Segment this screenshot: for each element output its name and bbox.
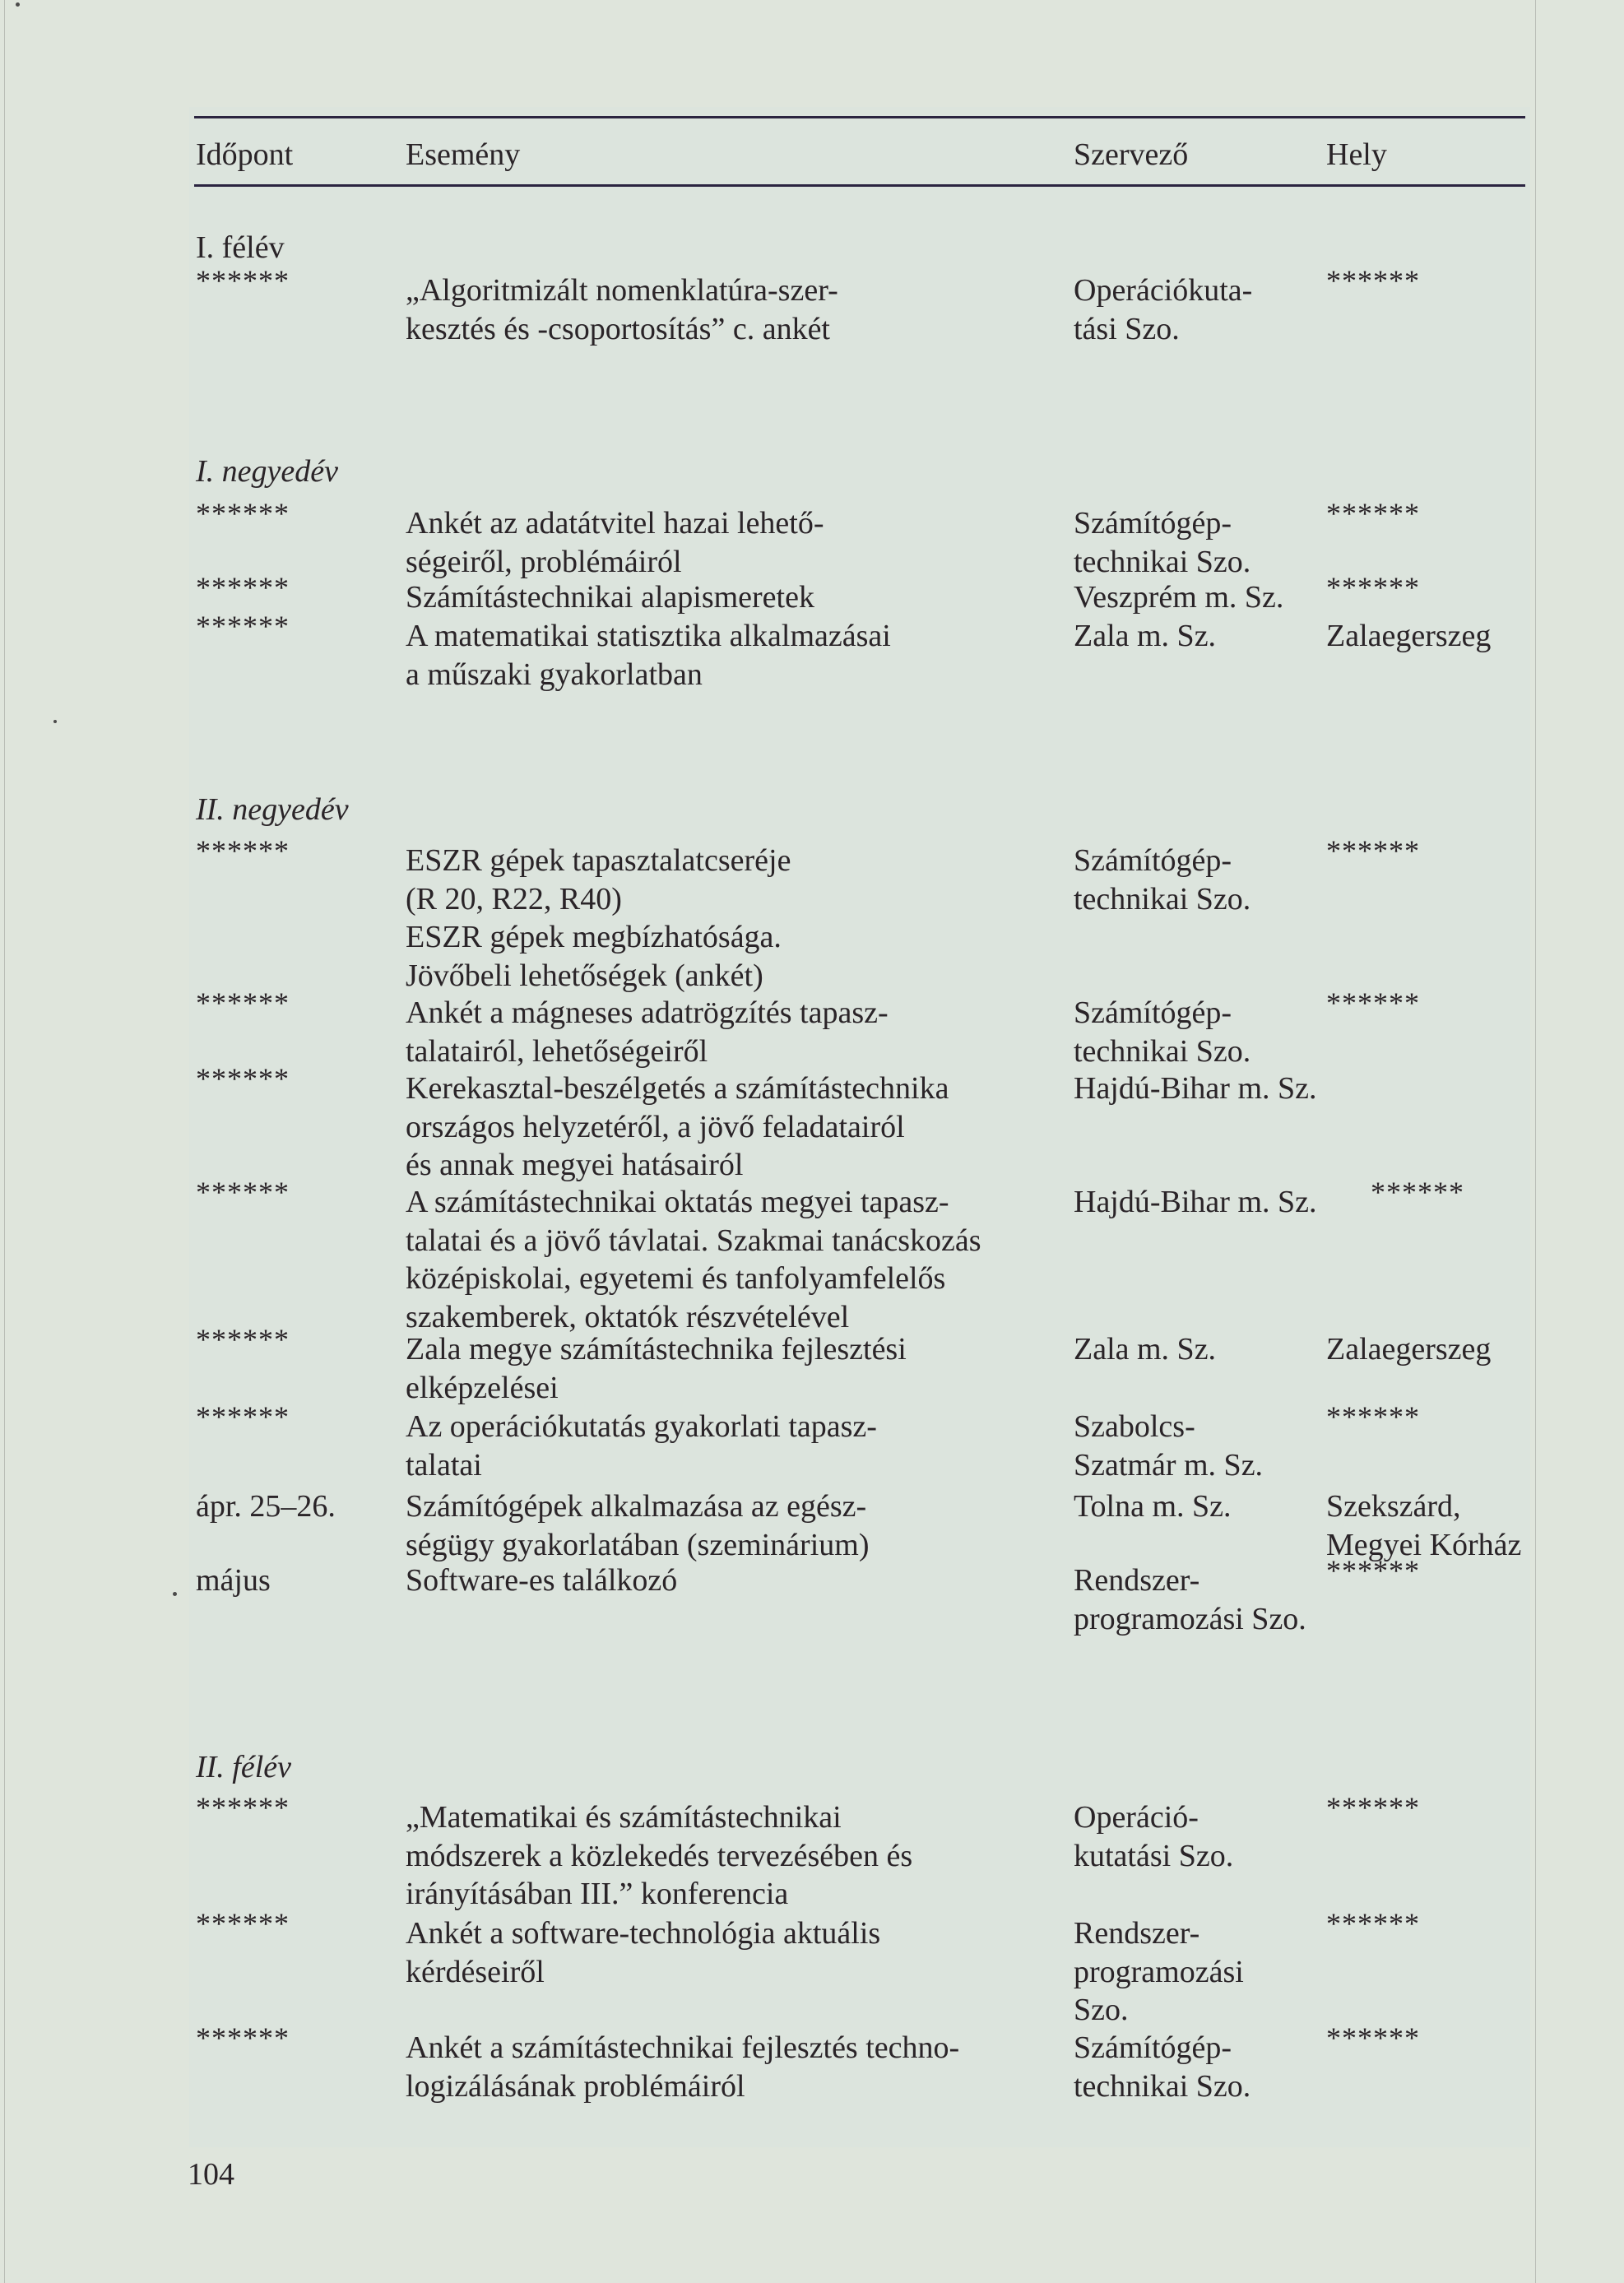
cell-place: ******: [1371, 1176, 1464, 1209]
cell-organizer: tási Szo.: [1074, 311, 1180, 346]
cell-event: „Algoritmizált nomenklatúra-szer-: [406, 273, 838, 308]
cell-event: elképzelései: [406, 1370, 559, 1405]
cell-event: logizálásának problémáiról: [406, 2068, 745, 2104]
cell-organizer: Rendszer-: [1074, 1563, 1200, 1598]
cell-organizer: Számítógép-: [1074, 843, 1232, 878]
cell-event: Az operációkutatás gyakorlati tapasz-: [406, 1409, 877, 1444]
cell-time: ******: [196, 610, 290, 643]
cell-event: Ankét az adatátvitel hazai lehető-: [406, 506, 824, 541]
cell-time: ******: [196, 497, 290, 530]
cell-event: Zala megye számítástechnika fejlesztési: [406, 1332, 907, 1367]
cell-organizer: Szatmár m. Sz.: [1074, 1447, 1264, 1483]
cell-organizer: technikai Szo.: [1074, 1033, 1251, 1069]
cell-event: szakemberek, oktatók részvételével: [406, 1299, 850, 1334]
cell-organizer: Zala m. Sz.: [1074, 1332, 1217, 1367]
section-title: II. félév: [196, 1750, 292, 1784]
cell-place: Szekszárd,: [1326, 1489, 1461, 1524]
cell-event: ségügy gyakorlatában (szeminárium): [406, 1527, 870, 1562]
page-edge-right: [1535, 0, 1536, 2283]
cell-place: Megyei Kórház: [1326, 1527, 1522, 1562]
cell-event: kesztés és -csoportosítás” c. ankét: [406, 311, 830, 346]
cell-event: talatai: [406, 1447, 482, 1483]
cell-organizer: Számítógép-: [1074, 506, 1232, 541]
cell-organizer: Szabolcs-: [1074, 1409, 1195, 1444]
cell-place: ******: [1326, 986, 1420, 1019]
cell-time: ******: [196, 2021, 290, 2054]
cell-organizer: Operáció-: [1074, 1800, 1199, 1835]
section-title: I. negyedév: [196, 454, 338, 489]
section-title: II. negyedév: [196, 792, 349, 827]
section-title: I. félév: [196, 230, 285, 265]
cell-time: ******: [196, 1907, 290, 1940]
cell-time: ******: [196, 1791, 290, 1824]
cell-event: módszerek a közlekedés tervezésében és: [406, 1838, 913, 1873]
cell-organizer: technikai Szo.: [1074, 881, 1251, 916]
cell-time: ápr. 25–26.: [196, 1489, 336, 1524]
cell-event: ESZR gépek megbízhatósága.: [406, 920, 782, 954]
cell-event: Jövőbeli lehetőségek (ankét): [406, 958, 763, 993]
column-header-organizer: Szervező: [1074, 137, 1189, 172]
cell-time: ******: [196, 986, 290, 1019]
cell-event: országos helyzetéről, a jövő feladatairól: [406, 1109, 905, 1144]
cell-organizer: kutatási Szo.: [1074, 1838, 1234, 1873]
cell-organizer: Veszprém m. Sz.: [1074, 580, 1284, 615]
header-top-rule: [194, 116, 1525, 118]
cell-organizer: Hajdú-Bihar m. Sz.: [1074, 1185, 1317, 1219]
cell-organizer: Számítógép-: [1074, 995, 1232, 1030]
cell-time: ******: [196, 264, 290, 297]
cell-organizer: Hajdú-Bihar m. Sz.: [1074, 1071, 1317, 1106]
cell-organizer: Zala m. Sz.: [1074, 619, 1217, 653]
cell-place: ******: [1326, 1400, 1420, 1433]
cell-event: Ankét a software-technológia aktuális: [406, 1916, 881, 1951]
cell-event: ESZR gépek tapasztalatcseréje: [406, 843, 791, 878]
cell-time: ******: [196, 1176, 290, 1209]
cell-place: ******: [1326, 1907, 1420, 1940]
cell-event: Számítástechnikai alapismeretek: [406, 580, 814, 615]
cell-event: (R 20, R22, R40): [406, 881, 622, 916]
cell-place: Zalaegerszeg: [1326, 619, 1492, 653]
cell-event: A számítástechnikai oktatás megyei tapasz-: [406, 1185, 949, 1219]
column-header-event: Esemény: [406, 137, 521, 172]
cell-place: ******: [1326, 1791, 1420, 1824]
cell-time: ******: [196, 1062, 290, 1095]
cell-organizer: programozási: [1074, 1954, 1244, 1989]
cell-place: ******: [1326, 834, 1420, 867]
cell-time: ******: [196, 1323, 290, 1356]
cell-organizer: Számítógép-: [1074, 2030, 1232, 2065]
speck: [173, 1592, 177, 1596]
cell-event: talatairól, lehetőségeiről: [406, 1033, 708, 1069]
cell-organizer: Operációkuta-: [1074, 273, 1253, 308]
page-number: 104: [188, 2157, 234, 2192]
cell-event: Software-es találkozó: [406, 1563, 678, 1598]
column-header-place: Hely: [1326, 137, 1387, 172]
cell-organizer: technikai Szo.: [1074, 544, 1251, 579]
cell-event: Számítógépek alkalmazása az egész-: [406, 1489, 867, 1524]
cell-place: ******: [1326, 497, 1420, 530]
page-edge-left: [4, 0, 5, 2283]
cell-place: Zalaegerszeg: [1326, 1332, 1492, 1367]
cell-event: Ankét a számítástechnikai fejlesztés techno-: [406, 2030, 960, 2065]
cell-organizer: Szo.: [1074, 1993, 1129, 2027]
cell-time: ******: [196, 1400, 290, 1433]
cell-organizer: technikai Szo.: [1074, 2068, 1251, 2104]
cell-organizer: Rendszer-: [1074, 1916, 1200, 1951]
cell-place: ******: [1326, 571, 1420, 604]
cell-event: és annak megyei hatásairól: [406, 1148, 744, 1182]
cell-event: Kerekasztal-beszélgetés a számítástechnika: [406, 1071, 949, 1106]
cell-event: középiskolai, egyetemi és tanfolyamfelelős: [406, 1261, 946, 1296]
cell-event: Ankét a mágneses adatrögzítés tapasz-: [406, 995, 889, 1030]
cell-event: a műszaki gyakorlatban: [406, 657, 703, 692]
cell-event: „Matematikai és számítástechnikai: [406, 1800, 842, 1835]
cell-place: ******: [1326, 1554, 1420, 1587]
cell-place: ******: [1326, 2021, 1420, 2054]
cell-event: A matematikai statisztika alkalmazásai: [406, 619, 891, 653]
cell-time: ******: [196, 834, 290, 867]
cell-time: ******: [196, 571, 290, 604]
header-bottom-rule: [194, 184, 1525, 187]
column-header-time: Időpont: [196, 137, 294, 172]
speck: [16, 2, 20, 7]
cell-event: talatai és a jövő távlatai. Szakmai tanácskozás: [406, 1223, 981, 1258]
cell-place: ******: [1326, 264, 1420, 297]
cell-event: irányításában III.” konferencia: [406, 1877, 789, 1911]
cell-event: kérdéseiről: [406, 1954, 545, 1989]
cell-organizer: programozási Szo.: [1074, 1601, 1306, 1636]
cell-organizer: Tolna m. Sz.: [1074, 1489, 1232, 1524]
speck: [53, 720, 57, 723]
cell-time: május: [196, 1563, 271, 1598]
cell-event: ségeiről, problémáiról: [406, 544, 682, 579]
